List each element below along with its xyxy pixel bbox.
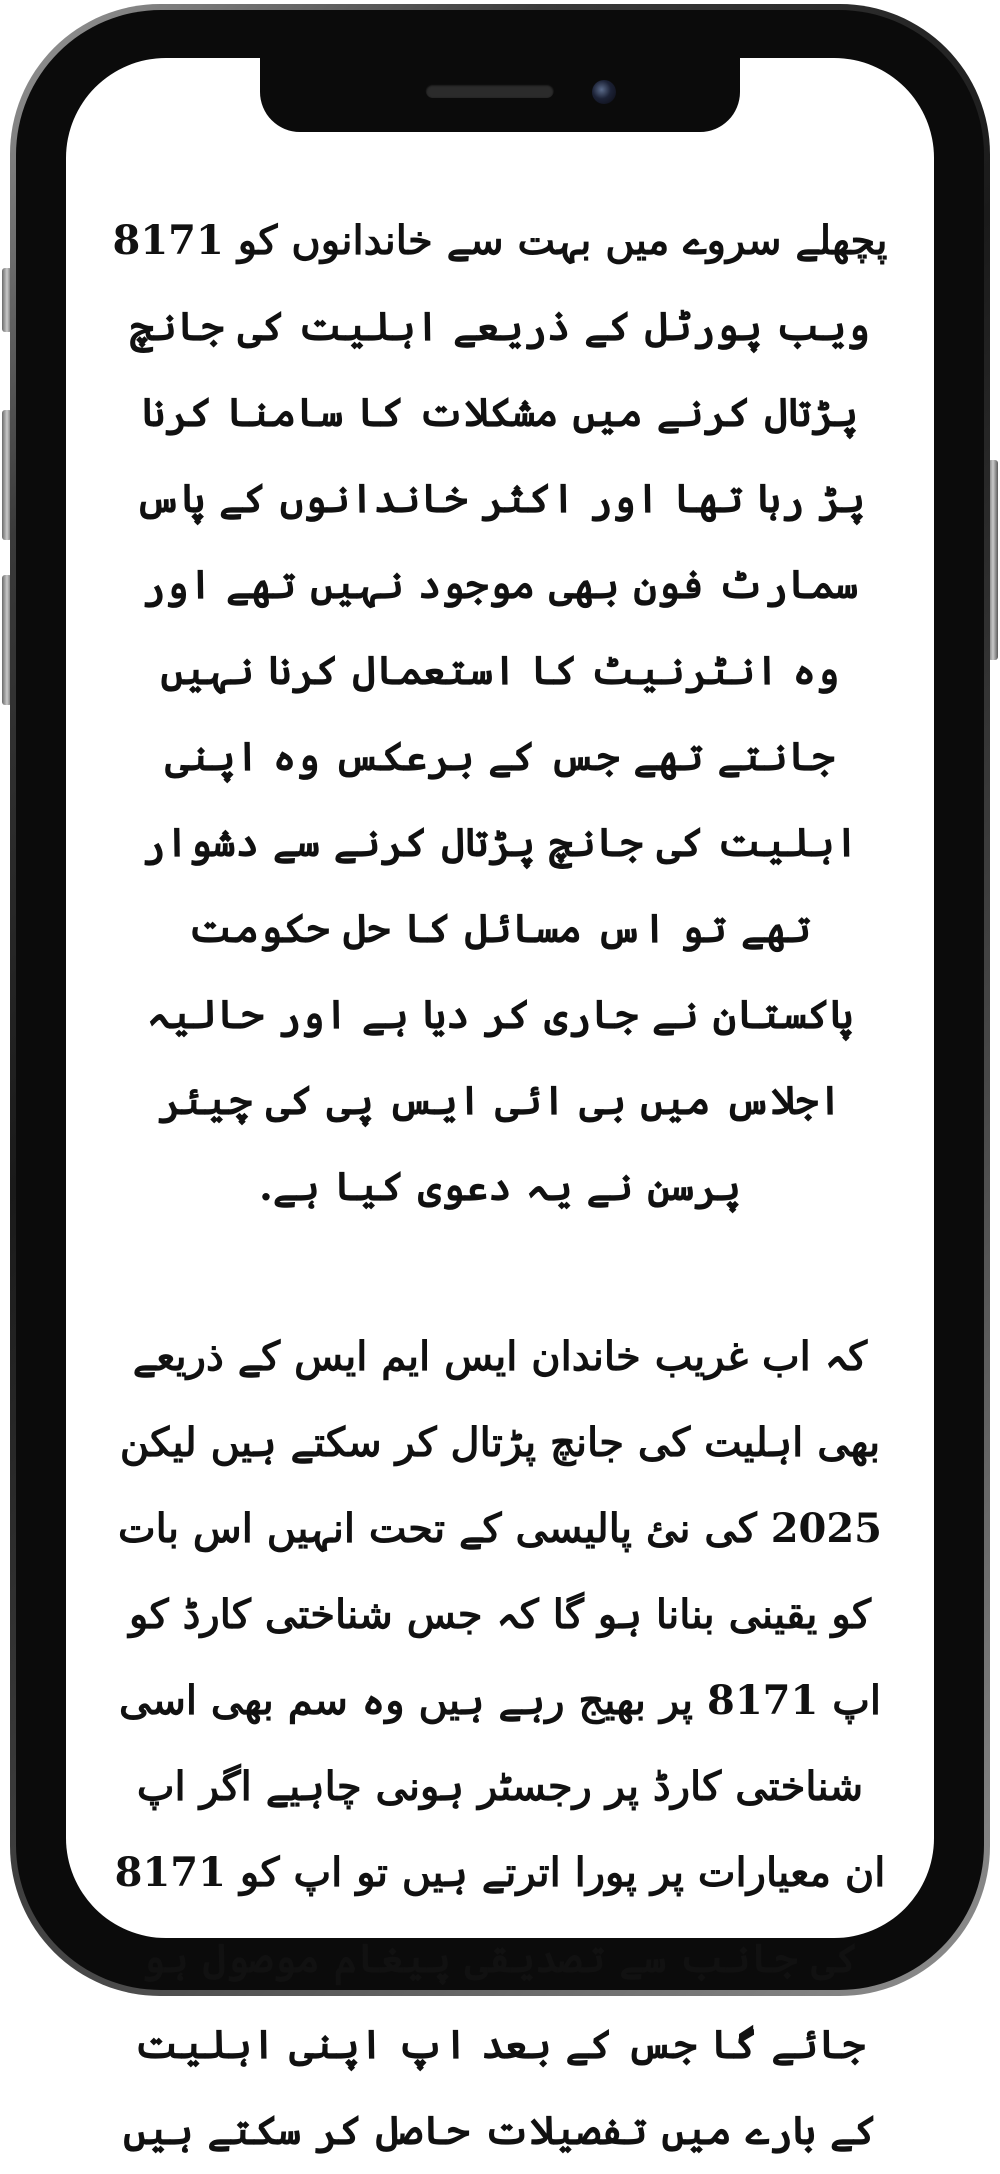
phone-screen[interactable]	[66, 58, 934, 2154]
article-paragraph-1: پچھلے سروے میں بہت سے خاندانوں کو 8171 ویب پورٹل کے ذریعے اہلیت کی جانچ پڑتال کرنے میں مشکلات کا سامنا کرنا پڑ رہا تھا اور اکثر خاندانوں کے پاس سمارٹ فون بھی موجود نہیں تھے اور وہ انٹرنیٹ کا استعمال کرنا نہیں جانتے تھے جس کے برعکس وہ اپنی اہلیت کی جانچ پڑتال کرنے سے دشوار تھے تو اس مسائل کا حل حکومت پاکستان نے جاری کر دیا ہے اور حالیہ اجلاس میں بی ائی ایس پی کی چیئر پرسن نے یہ دعوی کیا ہے.	[112, 217, 888, 1210]
phone-body	[16, 10, 984, 2154]
article-body	[66, 198, 934, 2174]
phone-frame	[10, 4, 990, 2154]
paragraph-spacer	[112, 1230, 888, 1314]
earpiece-speaker-icon	[426, 84, 554, 98]
article-paragraph-2: کہ اب غریب خاندان ایس ایم ایس کے ذریعے بھی اہلیت کی جانچ پڑتال کر سکتے ہیں لیکن 2025 کی نئ پالیسی کے تحت انہیں اس بات کو یقینی بنانا ہو گا کہ جس شناختی کارڈ کو اپ 8171 پر بھیج رہے ہیں وہ سم بھی اسی شناختی کارڈ پر رجسٹر ہونی چاہیے اگر اپ ان معیارات پر پورا اترتے ہیں تو اپ کو 8171 کی جانب سے تصدیقی پیغام موصول ہو جائے گا جس کے بعد اپ اپنی اہلیت کے بارے میں تفصیلات حاصل کر سکتے ہیں	[114, 1333, 886, 2154]
notch	[260, 58, 740, 132]
front-camera-icon	[592, 80, 616, 104]
